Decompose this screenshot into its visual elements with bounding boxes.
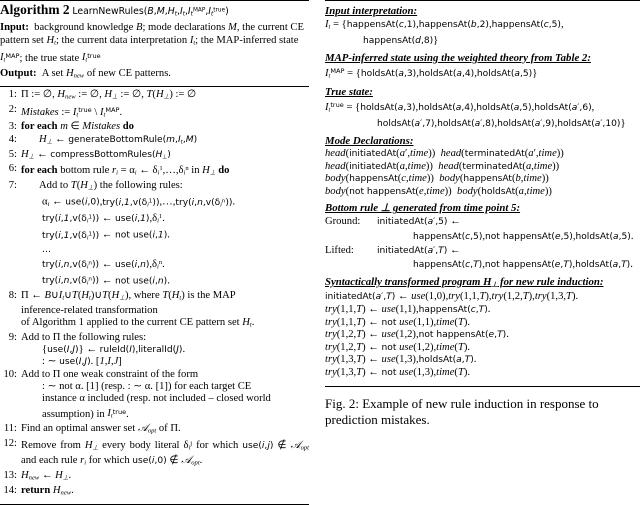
step-number: 11: <box>3 423 17 435</box>
algorithm-step <box>0 134 309 149</box>
step7-rule <box>0 274 309 290</box>
algorithm-step <box>0 163 309 180</box>
algorithm-signature: $LearnNewRules(B,M,H_t,I_t,I_t^{MAP},I_t^{true})$ <box>72 6 229 18</box>
section-heading-bottom-rule: Bottom rule ⊥ generated from time point 5: <box>325 202 521 215</box>
step-text: Remove from $H_\perp$ every body literal $\delta_i^j$ for which use(i,j) ∉ 𝒜$_{opt}$ and each rule $r_i$ for which use(i,0) ∉ 𝒜$_{opt}$. <box>21 440 309 467</box>
step-text: Mistakes := $I_t^{true}$ \ $I_t^{MAP}$. <box>21 105 123 119</box>
step-text: for each m ∈ Mistakes do <box>21 121 134 133</box>
algorithm-step <box>0 89 309 104</box>
step7-rule <box>0 195 309 211</box>
rule-text: $try(i,n,v(\delta_i^n))$ ← not use(i,n). <box>42 275 170 287</box>
rule-text: $try(i,1,v(\delta_i^1))$ ← $use(i,1),\delta_i^1$. <box>42 213 165 225</box>
step10-cont <box>0 406 309 424</box>
figure-line: happensAt(c,T),not happensAt(e,T),holdsAt(a,T). <box>413 258 633 270</box>
step-text: $H_\perp$ ← $generateBottomRule(m,I_t,M)$ <box>39 133 198 146</box>
figure-line: happensAt(c,5),not happensAt(e,5),holdsAt(a,5). <box>413 230 634 242</box>
step-text: for each bottom rule $r_i = \alpha_i$ ← $\delta_i^1,\dots,\delta_i^n$ in $H_\perp$ do <box>21 165 230 177</box>
figure-line: Ground: initiatedAt(a′,5) ← <box>325 216 461 228</box>
figure-line: try(1,3,T) ← not use(1,3),time(T). <box>325 366 471 378</box>
section-heading-map-inferred-state: MAP-inferred state using the weighted theory from Table 2: <box>325 51 591 64</box>
step-text: instance α included (resp. not included – closed world <box>42 393 271 405</box>
figure-line: try(1,2,T) ← use(1,2),not happensAt(e,T). <box>325 329 509 341</box>
algorithm-step <box>0 369 309 381</box>
figure-line: try(1,1,T) ← not use(1,1),time(T). <box>325 316 471 328</box>
algorithm-step <box>0 470 309 485</box>
step-number: 13: <box>3 469 17 481</box>
section-heading-input-interpretation: Input interpretation: <box>325 5 418 17</box>
step10-cont <box>0 393 309 405</box>
algorithm-step <box>0 438 309 470</box>
section-heading-transformed-program: Syntactically transformed program $H_\perp$ for new rule induction: <box>325 275 604 289</box>
algorithm-block <box>0 0 309 498</box>
section-heading-true-state: True state: <box>325 86 373 99</box>
step-text: Add to Π the following rules: <box>21 331 147 343</box>
algorithm-title <box>0 1 309 21</box>
output-label: Output: <box>0 68 37 80</box>
step-number: 5: <box>8 148 17 160</box>
step-number: 8: <box>8 289 17 301</box>
rule-text: $\alpha_i$ ← $use(i,0),try(i,1,v(\delta_i^1)),\dots,try(i,n,v(\delta_i^n))$. <box>42 196 236 209</box>
rule-text: $try(i,1,v(\delta_i^1))$ ← not use(i,1). <box>42 229 170 242</box>
step7-rule <box>0 228 309 244</box>
figure-line: happensAt(d,8)} <box>363 34 439 46</box>
step-text: return $H_{new}$. <box>21 484 74 497</box>
figure-block <box>325 0 640 498</box>
figure-line: try(1,1,T) ← use(1,1),happensAt(c,T). <box>325 304 491 315</box>
algorithm-step <box>0 332 309 344</box>
step-number: 4: <box>8 133 17 145</box>
step9-rule <box>0 344 309 356</box>
algorithm-step <box>0 180 309 195</box>
step-number: 6: <box>8 163 17 175</box>
step10-cont <box>0 381 309 393</box>
figure-caption: Fig. 2: Example of new rule induction in response to prediction mistakes. <box>325 395 599 427</box>
algorithm-input: Input: background knowledge B; mode declarations M, the current CE pattern set $H_t$; the current data interpretation $I_t$; the MAP-inferred state $I_t^{MAP}$; the true state $I_t^{true}$ <box>0 22 304 65</box>
section-heading-mode-declarations: Mode Declarations: <box>325 135 414 148</box>
rule-text: {use(I,J)} ← ruleId(I),literalId(J). <box>42 344 186 356</box>
step-text: $H_{new}$ ← $H_\perp$. <box>21 469 72 482</box>
figure-line: try(1,3,T) ← use(1,3),holdsAt(a,T). <box>325 354 477 366</box>
step-text: Add to $T(H_\perp)$ the following rules: <box>39 180 183 192</box>
step7-rule <box>0 257 309 274</box>
figure-line: Lifted: initiatedAt(a′,T) ← <box>325 244 461 256</box>
rule-text: $try(i,n,v(\delta_i^n))$ ← $use(i,n),\delta_i^n$. <box>42 258 165 271</box>
step-number: 7: <box>8 180 17 192</box>
step-number: 3: <box>8 121 17 133</box>
figure-line: body(happensAt(c,time)) body(happensAt(b,time)) <box>325 173 549 185</box>
algorithm-step <box>0 121 309 133</box>
step-number: 12: <box>3 438 17 450</box>
step-text: : ∼ not α. [1] (resp. : ∼ α. [1]) for each target CE <box>42 380 252 392</box>
algorithm-bottom-rule <box>0 504 309 505</box>
rule-text: : ∼ use(I,J). [1,I,J] <box>42 356 122 368</box>
step-number: 2: <box>8 103 17 115</box>
algorithm-step <box>0 290 309 305</box>
figure-line: holdsAt(a′,7),holdsAt(a′,8),holdsAt(a′,9),holdsAt(a′,10)} <box>377 117 626 129</box>
algorithm-step <box>0 149 309 164</box>
step-number: 9: <box>8 331 17 343</box>
figure-line: head(initiatedAt(a′,time)) head(terminatedAt(a′,time)) <box>325 148 564 160</box>
step8-cont <box>0 317 309 332</box>
algorithm-label: Algorithm 2 <box>0 2 70 17</box>
figure-line: $I_t$ = {happensAt(c,1),happensAt(b,2),happensAt(c,5), <box>325 19 564 31</box>
input-label: Input: <box>0 22 29 34</box>
algorithm-step <box>0 104 309 122</box>
step-text: assumption) in $I_t^{true}$. <box>42 407 129 421</box>
step9-rule <box>0 356 309 368</box>
algorithm-step <box>0 485 309 500</box>
algorithm-output: Output: A set $H_{new}$ of new CE patterns. <box>0 68 171 80</box>
algorithm-steps <box>0 87 309 499</box>
figure-line: initiatedAt(a′,T) ← use(1,0),try(1,1,T),try(1,2,T),try(1,3,T). <box>325 291 579 303</box>
rule-text: … <box>42 245 52 256</box>
step-text: Π := ∅, $H_{new}$ := ∅, $H_\perp$ := ∅, $T(H_\perp)$ := ∅ <box>21 88 197 101</box>
step-number: 14: <box>3 484 17 496</box>
step8-cont <box>0 305 309 317</box>
step-text: $H_\perp$ ← $compressBottomRules(H_\perp)$ <box>21 148 171 161</box>
figure-line: head(initiatedAt(a,time)) head(terminatedAt(a,time)) <box>325 160 560 172</box>
algorithm-step <box>0 423 309 438</box>
step-text: Add to Π one weak constraint of the form <box>21 368 199 380</box>
step-number: 10: <box>3 368 17 380</box>
step-number: 1: <box>8 88 17 100</box>
figure-line: body(not happensAt(e,time)) body(holdsAt(a,time)) <box>325 185 552 197</box>
step-text: Π ← $B\cup I_t\cup T(H_t)\cup T(H_\perp)$, where $T(H_t)$ is the MAP <box>21 289 236 302</box>
step-text: inference-related transformation <box>21 304 158 316</box>
figure-line: $I_t^{MAP}$ = {holdsAt(a,3),holdsAt(a,4),holdsAt(a,5)} <box>325 66 538 80</box>
step7-rule <box>0 244 309 256</box>
step7-rule <box>0 211 309 228</box>
figure-line: $I_t^{true}$ = {holdsAt(a,3),holdsAt(a,4),holdsAt(a,5),holdsAt(a′,6), <box>325 101 595 114</box>
figure-line: try(1,2,T) ← not use(1,2),time(T). <box>325 341 471 353</box>
step-text: Find an optimal answer set 𝒜$_{opt}$ of Π. <box>21 423 181 435</box>
step-text: of Algorithm 1 applied to the current CE pattern set $H_t$. <box>21 316 255 329</box>
